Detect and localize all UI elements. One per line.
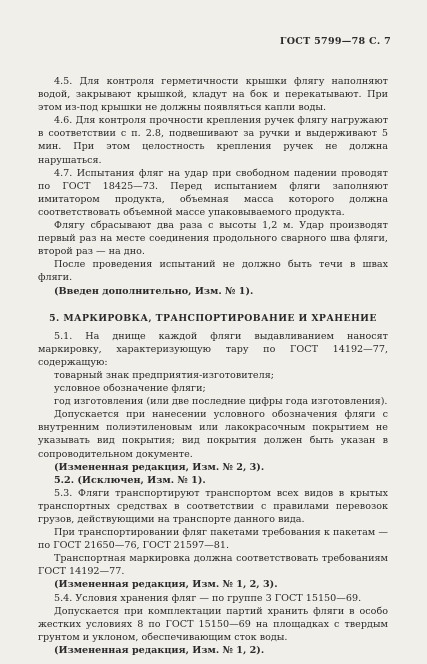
paragraph-packets: При транспортировании фляг пакетами требования к пакетам — по ГОСТ 21650—76, ГОСТ 21597—81. <box>38 527 388 552</box>
amendment-note: (Измененная редакция, Изм. № 1, 2, 3). <box>54 579 278 591</box>
paragraph-5-2: 5.2. (Исключен, Изм. № 1). <box>54 474 206 486</box>
list-item: условное обозначение фляги; <box>54 383 206 395</box>
amendment-note: (Введен дополнительно, Изм. № 1). <box>54 285 254 297</box>
paragraph-5-1: 5.1. На днище каждой фляги выдавливанием наносят маркировку, характеризующую тару по ГОСТ 14192—77, содержащую: <box>38 330 388 368</box>
paragraph-4-6: 4.6. Для контроля прочности крепления ручек флягу нагружают в соответствии с п. 2.8, подвешивают за ручки и выдерживают 5 мин. При этом целостность крепления ручек не должна нарушаться. <box>38 115 388 166</box>
paragraph-4-5: 4.5. Для контроля герметичности крышки флягу наполняют водой, закрывают крышкой, кладут на бок и перекатывают. При этом из-под крышки не должны появляться капли воды. <box>38 76 388 114</box>
section-heading: 5. МАРКИРОВКА, ТРАНСПОРТИРОВАНИЕ И ХРАНЕНИЕ <box>49 312 377 324</box>
paragraph-no-leak: После проведения испытаний не должно быть течи в швах фляги. <box>38 259 388 284</box>
paragraph-4-7: 4.7. Испытания фляг на удар при свободном падении проводят по ГОСТ 18425—73. Перед испытанием фляги заполняют имитатором продукта, объемная масса которого должна соответствовать объемной массе упаковываемого продукта. <box>38 167 388 218</box>
page-body <box>38 75 388 657</box>
amendment-note: (Измененная редакция, Изм. № 1, 2). <box>54 644 265 656</box>
paragraph-5-4: 5.4. Условия хранения фляг — по группе 3 ГОСТ 15150—69. <box>54 592 362 604</box>
paragraph-storage: Допускается при комплектации партий хранить фляги в особо жестких условиях 8 по ГОСТ 15150—69 на площадках с твердым грунтом и уклоном, обеспечивающим сток воды. <box>38 605 388 643</box>
paragraph-5-3: 5.3. Фляги транспортируют транспортом всех видов в крытых транспортных средствах в соответствии с правилами перевозок грузов, действующими на транспорте данного вида. <box>38 487 388 525</box>
paragraph-drop-test: Флягу сбрасывают два раза с высоты 1,2 м. Удар производят первый раз на месте соединения продольного сварного шва фляги, второй раз — на дно. <box>38 220 388 258</box>
paragraph-marking: Транспортная маркировка должна соответствовать требованиям ГОСТ 14192—77. <box>38 553 388 578</box>
list-item: товарный знак предприятия-изготовителя; <box>54 369 274 381</box>
amendment-note: (Измененная редакция, Изм. № 2, 3). <box>54 461 265 473</box>
page-header: ГОСТ 5799—78 С. 7 <box>279 36 391 47</box>
list-item: год изготовления (или две последние цифры года изготовления). <box>54 396 388 408</box>
paragraph-coating: Допускается при нанесении условного обозначения фляги с внутренним полиэтиленовым или лакокрасочным покрытием не указывать вид покрытия; вид покрытия должен быть указан в сопроводительном документе. <box>38 409 388 460</box>
